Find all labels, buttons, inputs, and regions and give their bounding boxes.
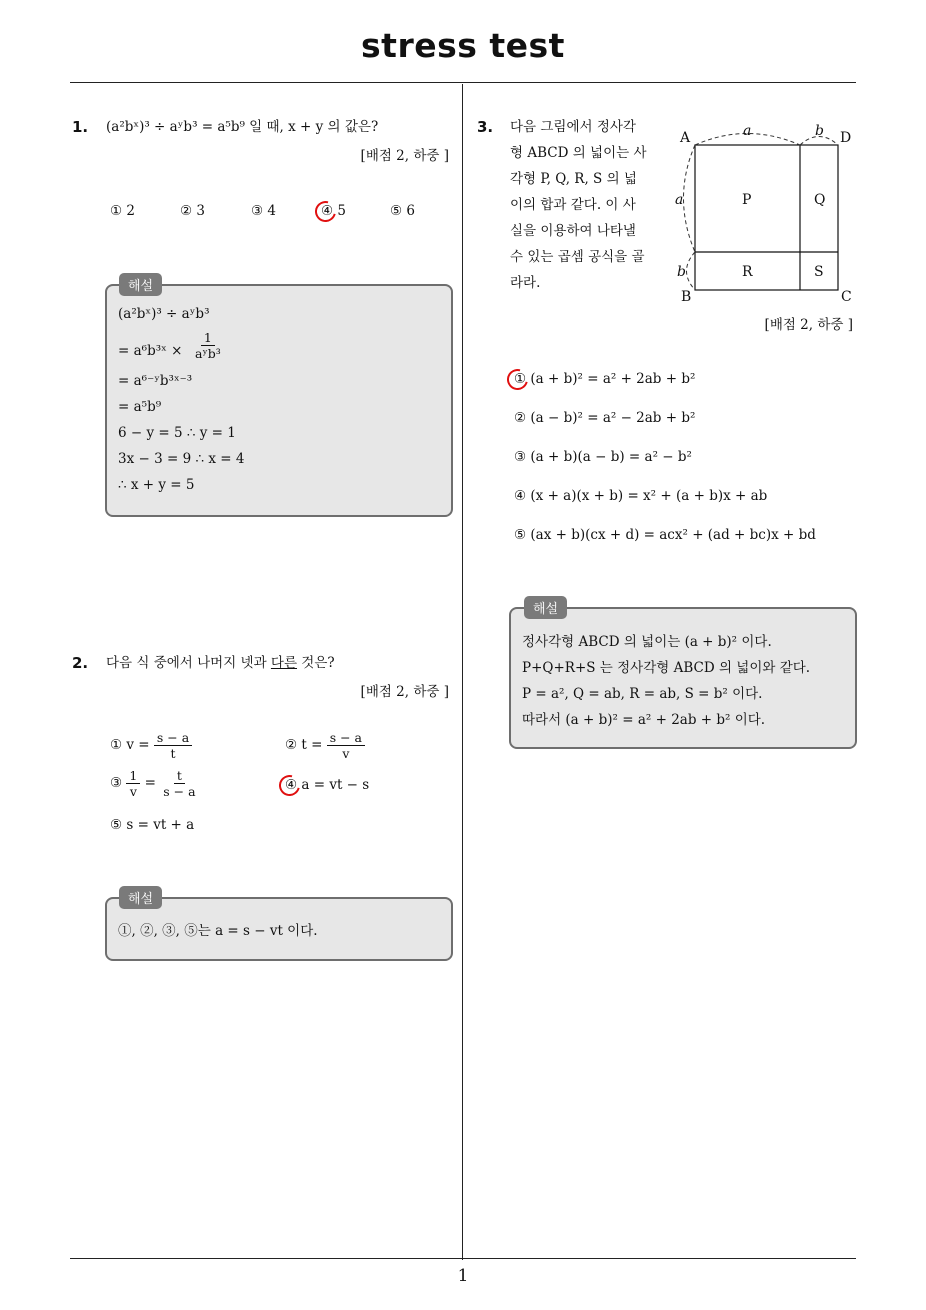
q1-solution-line: 3x − 3 = 9 ∴ x = 4 <box>118 451 245 467</box>
fraction-numerator: s − a <box>154 730 192 746</box>
q2-number: 2. <box>72 654 89 672</box>
q2-option-5[interactable]: ⑤ s = vt + a <box>110 817 195 833</box>
brace-a-left <box>684 145 696 252</box>
q3-solution-line: 따라서 (a + b)² = a² + 2ab + b² 이다. <box>522 712 766 728</box>
q2-option-2[interactable] <box>285 730 365 761</box>
q1-option-5[interactable]: ⑤ 6 <box>390 203 415 219</box>
answer-mark-circle <box>311 197 340 226</box>
fraction-numerator: s − a <box>327 730 365 746</box>
bottom-rule <box>70 1258 856 1259</box>
q1-option-4[interactable]: ④ 5 <box>321 203 346 219</box>
q1-solution-line: = a⁶b³ˣ × <box>118 343 183 359</box>
q3-text-line: 이의 합과 같다. 이 사 <box>510 197 636 213</box>
fraction-numerator: 1 <box>201 330 215 346</box>
fraction-denominator: aʸb³ <box>195 346 221 361</box>
q1-solution-line: 6 − y = 5 ∴ y = 1 <box>118 425 236 441</box>
q1-solution-fraction <box>192 330 224 361</box>
q3-solution-tag: 해설 <box>524 596 567 619</box>
label-a-top: a <box>743 123 752 139</box>
q1-solution-line: (a²bˣ)³ ÷ aʸb³ <box>118 306 210 322</box>
q1-option-3[interactable]: ③ 4 <box>251 203 276 219</box>
q1-number: 1. <box>72 118 89 136</box>
top-rule <box>70 82 856 83</box>
q1-solution-line: = a⁵b⁹ <box>118 399 162 415</box>
label-Q: Q <box>814 192 826 208</box>
fraction-denominator: v <box>129 784 137 799</box>
q3-solution-line: P+Q+R+S 는 정사각형 ABCD 의 넓이와 같다. <box>522 660 811 676</box>
q1-text: (a²bˣ)³ ÷ aʸb³ = a⁵b⁹ 일 때, x + y 의 값은? <box>106 119 379 135</box>
q3-number: 3. <box>477 118 494 136</box>
q2-grade: [배점 2, 하중 ] <box>360 684 449 700</box>
column-divider <box>462 84 463 1260</box>
fraction-denominator: s − a <box>163 784 196 799</box>
q3-option-1[interactable]: ① (a + b)² = a² + 2ab + b² <box>514 371 696 387</box>
label-B: B <box>681 289 692 305</box>
label-C: C <box>841 289 852 305</box>
q1-solution-line: = a⁶⁻ʸb³ˣ⁻³ <box>118 373 193 389</box>
fraction-denominator: v <box>342 746 350 761</box>
q3-text-line: 수 있는 곱셈 공식을 골 <box>510 249 645 265</box>
page-number: 1 <box>457 1266 469 1286</box>
q1-solution-line: ∴ x + y = 5 <box>118 477 195 493</box>
q3-grade: [배점 2, 하중 ] <box>764 317 853 333</box>
q3-option-4[interactable]: ④ (x + a)(x + b) = x² + (a + b)x + ab <box>514 488 768 504</box>
q2-text-part: 것은? <box>297 655 335 671</box>
option-prefix: ③ <box>110 775 123 791</box>
option-prefix: ① v = <box>110 737 150 753</box>
q3-text-line: 라라. <box>510 275 541 291</box>
equals-sign: = <box>144 775 156 791</box>
label-a-left: a <box>675 192 684 208</box>
q3-solution-line: 정사각형 ABCD 의 넓이는 (a + b)² 이다. <box>522 634 772 650</box>
fraction-numerator: t <box>174 768 185 784</box>
q1-option-2[interactable]: ② 3 <box>180 203 205 219</box>
q3-text-line: 다음 그림에서 정사각 <box>510 119 636 135</box>
label-A: A <box>680 130 691 146</box>
q3-option-5[interactable]: ⑤ (ax + b)(cx + d) = acx² + (ad + bc)x + bd <box>514 527 816 543</box>
q3-text-line: 형 ABCD 의 넓이는 사 <box>510 145 647 161</box>
label-P: P <box>742 192 752 208</box>
label-b-top: b <box>815 123 824 139</box>
answer-mark-circle <box>275 771 304 800</box>
q3-text <box>510 114 670 296</box>
q3-text-line: 각형 P, Q, R, S 의 넓 <box>510 171 637 187</box>
q2-option-1[interactable] <box>110 730 192 761</box>
q2-text-part: 다음 식 중에서 나머지 넷과 <box>106 655 271 671</box>
q1-grade: [배점 2, 하중 ] <box>360 148 449 164</box>
q2-solution-line: ①, ②, ③, ⑤는 a = s − vt 이다. <box>118 923 318 939</box>
q3-option-3[interactable]: ③ (a + b)(a − b) = a² − b² <box>514 449 692 465</box>
square-figure <box>668 118 858 308</box>
q2-option-3[interactable] <box>110 768 199 799</box>
q3-solution-line: P = a², Q = ab, R = ab, S = b² 이다. <box>522 686 763 702</box>
brace-b-left <box>687 252 696 290</box>
label-S: S <box>814 264 824 280</box>
answer-mark-circle <box>503 365 532 394</box>
q2-option-4[interactable]: ④ a = vt − s <box>285 777 370 793</box>
page-title: stress test <box>361 26 565 65</box>
label-D: D <box>840 130 852 146</box>
q1-solution-tag: 해설 <box>119 273 162 296</box>
q3-text-line: 실을 이용하여 나타낼 <box>510 223 636 239</box>
label-b-left: b <box>677 264 686 280</box>
fraction-denominator: t <box>170 746 176 761</box>
option-prefix: ② t = <box>285 737 323 753</box>
q3-option-2[interactable]: ② (a − b)² = a² − 2ab + b² <box>514 410 696 426</box>
q1-option-1[interactable]: ① 2 <box>110 203 135 219</box>
q2-text-underlined: 다른 <box>270 655 298 671</box>
label-R: R <box>742 264 753 280</box>
q2-text <box>106 650 335 676</box>
fraction-numerator: 1 <box>126 768 140 784</box>
q2-solution-tag: 해설 <box>119 886 162 909</box>
